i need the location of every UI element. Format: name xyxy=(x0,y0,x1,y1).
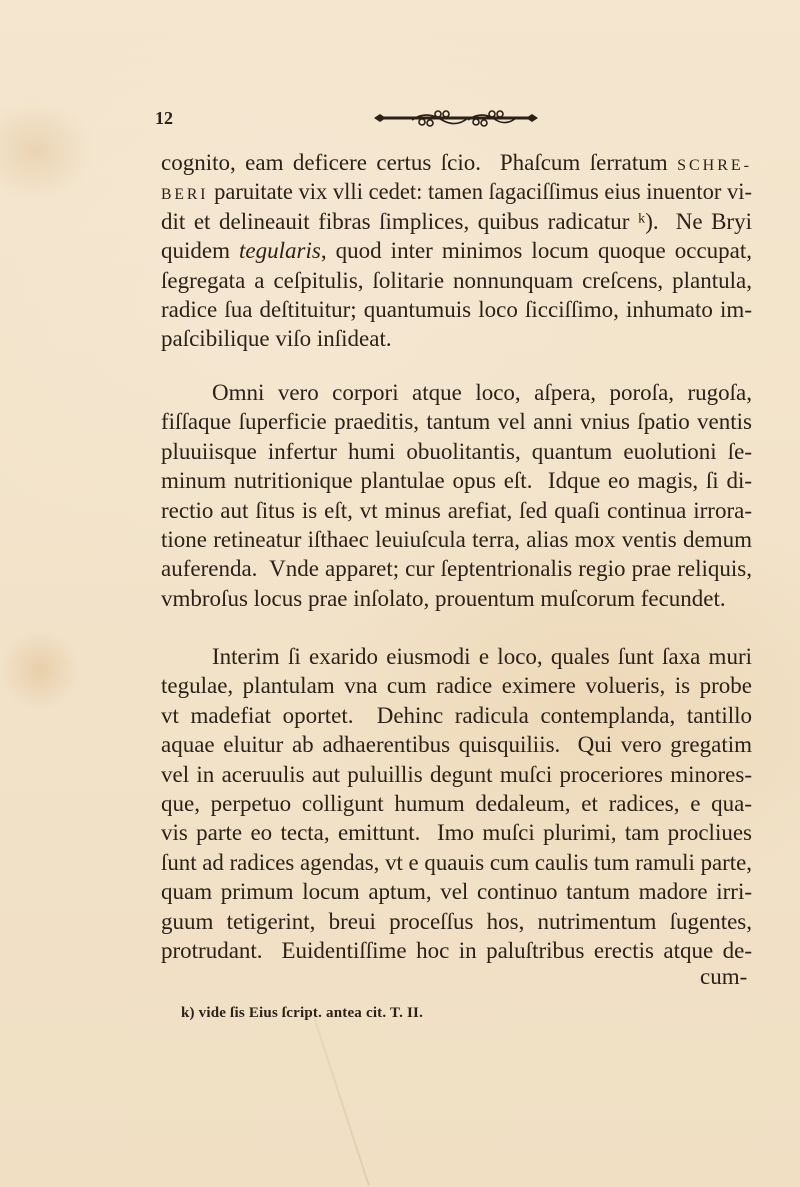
text-line xyxy=(161,936,752,966)
text-segment: paruitate vix vlli cedet: tamen ſagaciſſimus eius inuentor vi- xyxy=(208,179,753,205)
text-segment: , quod inter minimos locum quoque occupat, xyxy=(320,238,752,264)
text-segment: quidem xyxy=(161,238,240,264)
text-line xyxy=(161,324,392,354)
footnote: k) vide ſis Eius ſcript. antea cit. T. II. xyxy=(181,1005,424,1021)
small-caps-name: SCHRE- xyxy=(677,157,752,174)
page-number: 12 xyxy=(155,108,173,128)
text-line xyxy=(161,525,752,555)
text-segment: guum tetigerint, breui proceſſus hos, nutrimentum ſugentes, xyxy=(161,908,752,934)
text-segment: dit et delineauit fibras ſimplices, quibus radicatur ᵏ). Ne Bryi xyxy=(161,208,752,234)
text-line xyxy=(161,148,752,178)
text-line xyxy=(161,877,752,907)
text-segment: fiſſaque ſuperficie praeditis, tantum vel anni vnius ſpatio ventis xyxy=(161,409,752,435)
text-line xyxy=(212,378,752,408)
text-line xyxy=(161,496,752,526)
text-line xyxy=(161,701,752,731)
text-line xyxy=(161,730,752,760)
text-segment: ſunt ad radices agendas, vt e quauis cum caulis tum ramuli parte, xyxy=(161,849,752,875)
text-line xyxy=(161,584,726,614)
text-segment: cognito, eam deficere certus ſcio. Phaſcum ſerratum xyxy=(161,150,678,175)
paper-crease xyxy=(312,1014,370,1186)
text-segment: tione retineatur iſthaec leuiuſcula terra, alias mox ventis demum xyxy=(161,527,752,552)
text-segment: radice ſua deſtituitur; quantumuis loco ſicciſſimo, inhumato im- xyxy=(161,297,752,322)
text-segment: que, perpetuo colligunt humum dedaleum, et radices, e qua- xyxy=(161,791,752,816)
text-line xyxy=(161,554,752,584)
text-segment: vis parte eo tecta, emittunt. Imo muſci plurimi, tam procliues xyxy=(161,820,752,846)
text-segment: rectio aut ſitus is eſt, vt minus arefiat, ſed quaſi continua irrora- xyxy=(161,497,752,523)
italic-term: tegularis xyxy=(239,238,321,264)
text-line xyxy=(161,848,756,878)
text-segment: vmbroſus locus prae inſolato, prouentum muſcorum fecundet. xyxy=(161,585,726,611)
text-line xyxy=(161,466,752,496)
text-segment: Interim ſi exarido eiusmodi e loco, quales ſunt ſaxa muri xyxy=(212,644,752,669)
text-segment: aquae eluitur ab adhaerentibus quisquiliis. Qui vero gregatim xyxy=(161,732,752,758)
text-segment: auferenda. Vnde apparet; cur ſeptentrionalis regio prae reliquis, xyxy=(161,556,752,582)
text-line xyxy=(161,437,752,467)
text-line xyxy=(161,671,752,701)
text-line xyxy=(212,642,752,672)
text-segment: tegulae, plantulam vna cum radice eximere volueris, is probe xyxy=(161,673,752,699)
text-segment: quam primum locum aptum, vel continuo tantum madore irri- xyxy=(161,879,752,905)
text-segment: minum nutritionique plantulae opus eſt. Idque eo magis, ſi di- xyxy=(161,468,752,494)
text-line xyxy=(161,236,752,266)
text-segment: pluuiisque infertur humi obuolitantis, quantum euolutioni ſe- xyxy=(161,438,752,464)
text-line xyxy=(161,295,752,325)
text-segment: vt madefiat oportet. Dehinc radicula contemplanda, tantillo xyxy=(161,702,752,728)
text-line xyxy=(161,760,752,790)
text-segment: paſcibilique viſo inſideat. xyxy=(161,326,392,352)
text-line xyxy=(161,907,752,937)
text-line xyxy=(161,177,765,207)
text-line xyxy=(161,266,752,296)
text-segment: ſegregata a ceſpitulis, ſolitarie nonnunquam creſcens, plantula, xyxy=(161,267,752,293)
text-line xyxy=(161,818,752,848)
text-segment: protrudant. Euidentiſſime hoc in paluſtribus erectis atque de- xyxy=(161,938,752,963)
floral-headpiece-ornament xyxy=(372,108,540,128)
text-line xyxy=(161,789,752,819)
catchword: cum- xyxy=(700,964,748,989)
text-line xyxy=(161,407,752,437)
small-caps-name: BERI xyxy=(161,186,209,204)
text-line xyxy=(161,207,752,237)
text-segment: vel in aceruulis aut puluillis degunt muſci proceriores minores- xyxy=(161,761,752,787)
text-segment: Omni vero corpori atque loco, aſpera, poroſa, rugoſa, xyxy=(212,380,752,405)
